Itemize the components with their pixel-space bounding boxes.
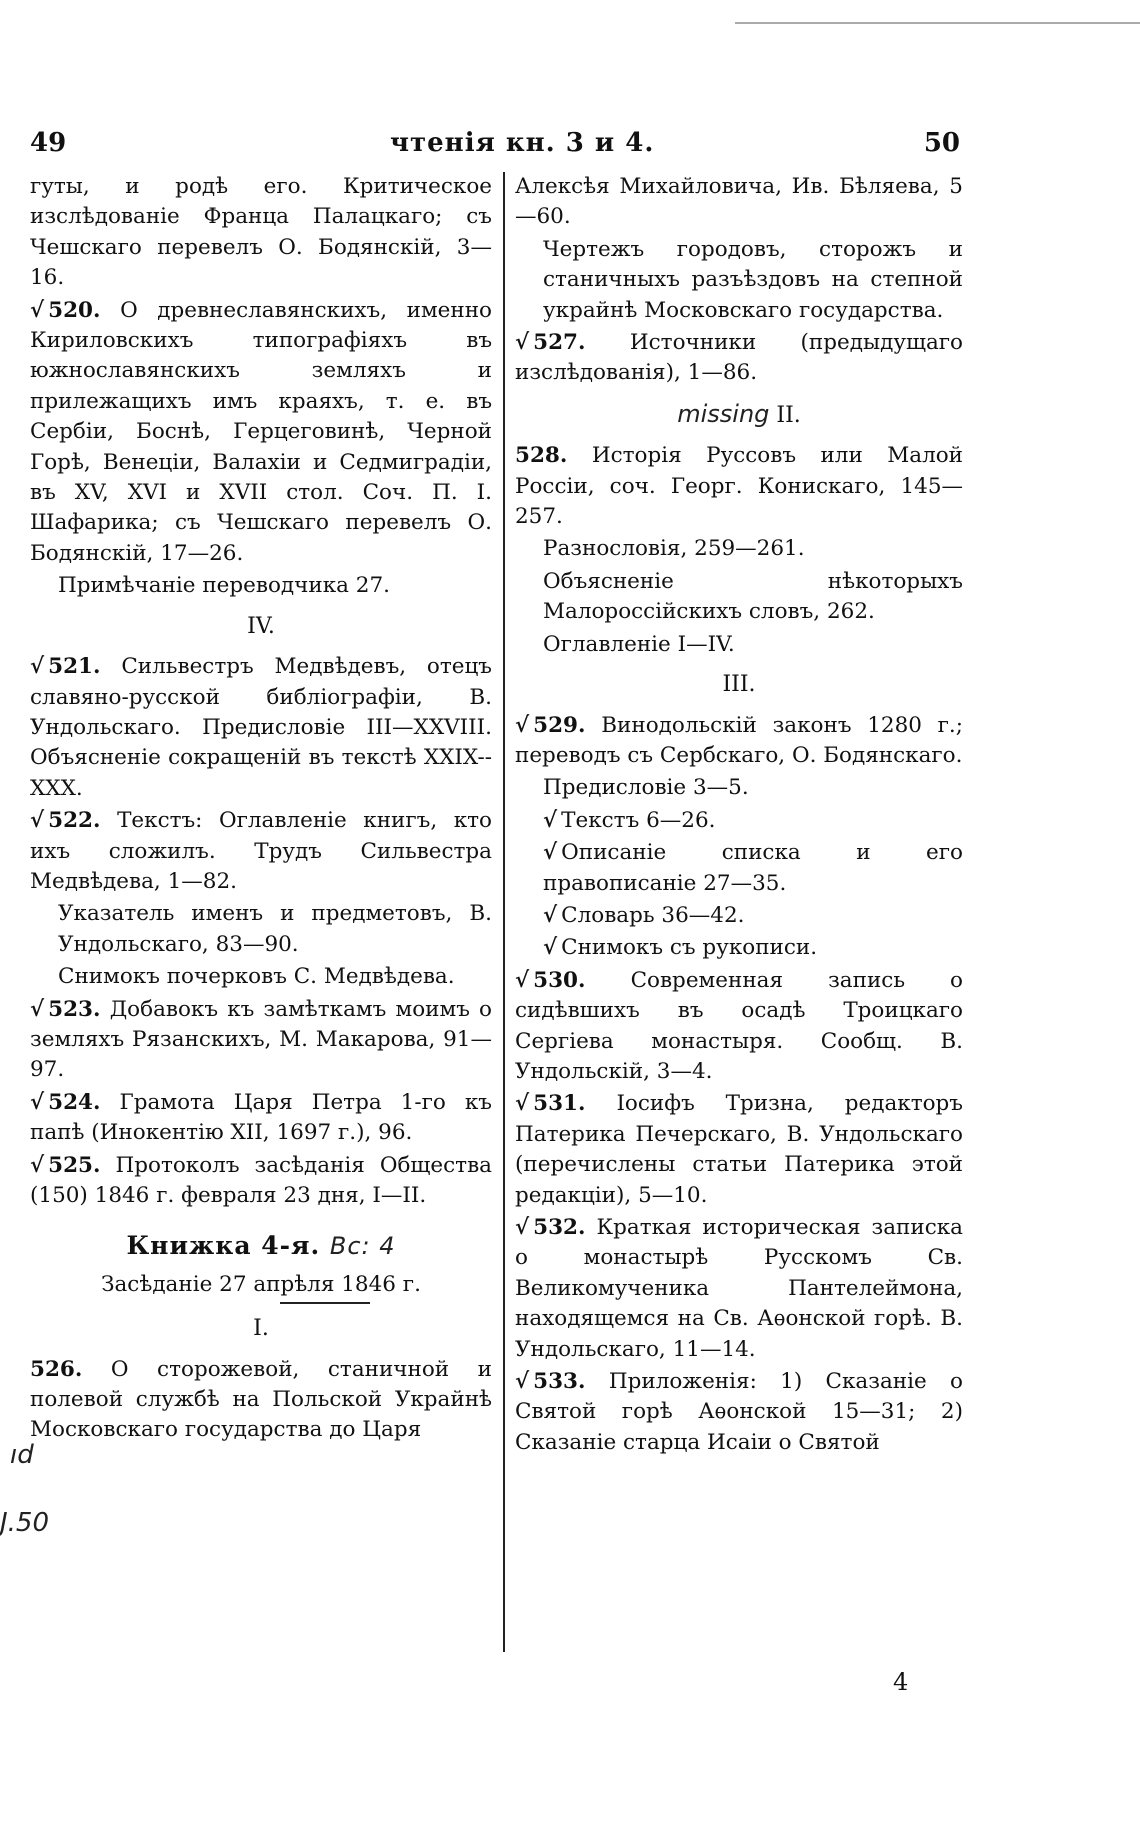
entry-529-sub2: √ Текстъ 6—26. bbox=[543, 807, 716, 833]
check-mark: √ bbox=[515, 330, 530, 356]
check-mark: √ bbox=[30, 808, 45, 834]
section-iv: IV. bbox=[247, 613, 275, 639]
check-mark: √ bbox=[543, 840, 558, 866]
entry-526: 526. О сторожевой, станичной и полевой службѣ на Польской Украйнѣ Московскаго государства до Царя bbox=[30, 1356, 492, 1443]
right-column bbox=[515, 172, 963, 1460]
book-title: Книжка 4-я. Bc: 4 bbox=[126, 1231, 396, 1261]
check-mark: √ bbox=[543, 902, 558, 928]
entry-522: √ 522. Текстъ: Оглавленіе книгъ, кто ихъ сложилъ. Трудъ Сильвестра Медвѣдева, 1—82. bbox=[30, 808, 492, 894]
entry-529-sub1: Предисловіе 3—5. bbox=[543, 775, 749, 801]
section-i: I. bbox=[253, 1316, 269, 1342]
entry-520-note: Примѣчаніе переводчика 27. bbox=[58, 573, 390, 599]
signature-mark: 4 bbox=[893, 1668, 909, 1696]
check-mark: √ bbox=[30, 1152, 45, 1178]
check-mark: √ bbox=[30, 654, 45, 680]
page-number-right: 50 bbox=[923, 128, 960, 158]
continued-paragraph: гуты, и родѣ его. Критическое изслѣдованіе Франца Палацкаго; съ Чешскаго перевелъ О. Бодянскій, 3—16. bbox=[30, 174, 492, 291]
entry-524: √ 524. Грамота Царя Петра 1-го къ папѣ (Инокентію XII, 1697 г.), 96. bbox=[30, 1089, 492, 1146]
entry-529-sub5: √ Снимокъ съ рукописи. bbox=[543, 935, 818, 961]
check-mark: √ bbox=[30, 297, 45, 323]
entry-521: √ 521. Сильвестръ Медвѣдевъ, отецъ славяно-русской библіографіи, В. Ундольскаго. Предисловіе III—XXVIII. Объясненіе сокращеній въ текстѣ XXIX--XXX. bbox=[30, 654, 492, 801]
entry-528: 528. Исторія Руссовъ или Малой Россіи, соч. Георг. Конискаго, 145—257. bbox=[515, 443, 963, 530]
entry-529: √ 529. Винодольскій законъ 1280 г.; переводъ съ Сербскаго, О. Бодянскаго. bbox=[515, 712, 963, 768]
entry-520: √ 520. О древнеславянскихъ, именно Кириловскихъ типографіяхъ въ южнославянскихъ земляхъ и прилежащихъ имъ краяхъ, т. е. въ Сербіи, Боснѣ, Герцеговинѣ, Черной Горѣ, Венеціи, Валахіи и Седмиградіи, въ XV, XVI и XVII стол. Соч. П. І. Шафарика; съ Чешскаго перевелъ О. Бодянскій, 17—26. bbox=[30, 297, 492, 566]
entry-527: √ 527. Источники (предыдущаго изслѣдованія), 1—86. bbox=[515, 330, 963, 386]
check-mark: √ bbox=[515, 1091, 530, 1117]
page-number-left: 49 bbox=[30, 128, 67, 158]
underline-rule bbox=[280, 1302, 370, 1304]
entry-528-sub1: Разнословія, 259—261. bbox=[543, 536, 805, 562]
check-mark: √ bbox=[543, 935, 558, 961]
entry-533: √ 533. Приложенія: 1) Сказаніе о Святой горѣ Аѳонской 15—31; 2) Сказаніе старца Исаіи о Святой bbox=[515, 1369, 964, 1455]
entry-528-sub2: Объясненіе нѣкоторыхъ Малороссійскихъ словъ, 262. bbox=[543, 568, 963, 625]
handwritten-margin-note-b: J.50 bbox=[0, 1508, 50, 1538]
page-header bbox=[30, 128, 960, 168]
check-mark: √ bbox=[515, 1215, 530, 1240]
entry-531: √ 531. Іосифъ Тризна, редакторъ Патерика Печерскаго, В. Ундольскаго (перечислены статьи Патерика этой редакціи), 5—10. bbox=[515, 1091, 963, 1208]
continued-paragraph-right: Алексѣя Михайловича, Ив. Бѣляева, 5—60. bbox=[515, 174, 963, 230]
check-mark: √ bbox=[30, 1089, 45, 1115]
check-mark: √ bbox=[30, 996, 45, 1022]
check-mark: √ bbox=[515, 967, 530, 993]
entry-522-sub1: Указатель именъ и предметовъ, В. Ундольскаго, 83—90. bbox=[58, 901, 492, 957]
section-ii: missing II. bbox=[677, 399, 801, 428]
running-title: чтенія кн. 3 и 4. bbox=[390, 128, 655, 158]
entry-530: √ 530. Современная запись о сидѣвшихъ въ осадѣ Троицкаго Сергіева монастыря. Сообщ. В. Ундольскій, 3—4. bbox=[515, 967, 963, 1084]
check-mark: √ bbox=[515, 1369, 530, 1395]
entry-525: √ 525. Протоколъ засѣданія Общества (150) 1846 г. февраля 23 дня, I—II. bbox=[30, 1152, 492, 1208]
entry-529-sub3: √ Описаніе списка и его правописаніе 27—35. bbox=[543, 840, 963, 896]
entry-528-sub3: Оглавленіе I—IV. bbox=[543, 631, 735, 657]
left-column bbox=[30, 172, 492, 1448]
check-mark: √ bbox=[543, 807, 558, 833]
session-date: Засѣданіе 27 апрѣля 1846 г. bbox=[101, 1271, 421, 1297]
scan-edge-line bbox=[735, 22, 1140, 24]
entry-529-sub4: √ Словарь 36—42. bbox=[543, 902, 745, 928]
entry-523: √ 523. Добавокъ къ замѣткамъ моимъ о земляхъ Рязанскихъ, М. Макарова, 91—97. bbox=[30, 996, 492, 1083]
paragraph-chertezh: Чертежъ городовъ, сторожъ и станичныхъ разъѣздовъ на степной украйнѣ Московскаго государства. bbox=[543, 236, 963, 323]
column-divider bbox=[503, 172, 505, 1652]
handwritten-missing-note: missing bbox=[677, 399, 770, 428]
entry-522-sub2: Снимокъ почерковъ С. Медвѣдева. bbox=[58, 964, 455, 990]
handwritten-book-note: Bc: 4 bbox=[329, 1232, 396, 1261]
check-mark: √ bbox=[515, 712, 530, 738]
section-iii: III. bbox=[722, 672, 756, 698]
entry-532: √ 532. Краткая историческая записка о монастырѣ Русскомъ Св. Великомученика Пантелеймона, находящемся на Св. Аѳонской горѣ. В. Ундольскаго, 11—14. bbox=[515, 1215, 963, 1362]
handwritten-margin-note-a: ıd bbox=[10, 1440, 34, 1470]
